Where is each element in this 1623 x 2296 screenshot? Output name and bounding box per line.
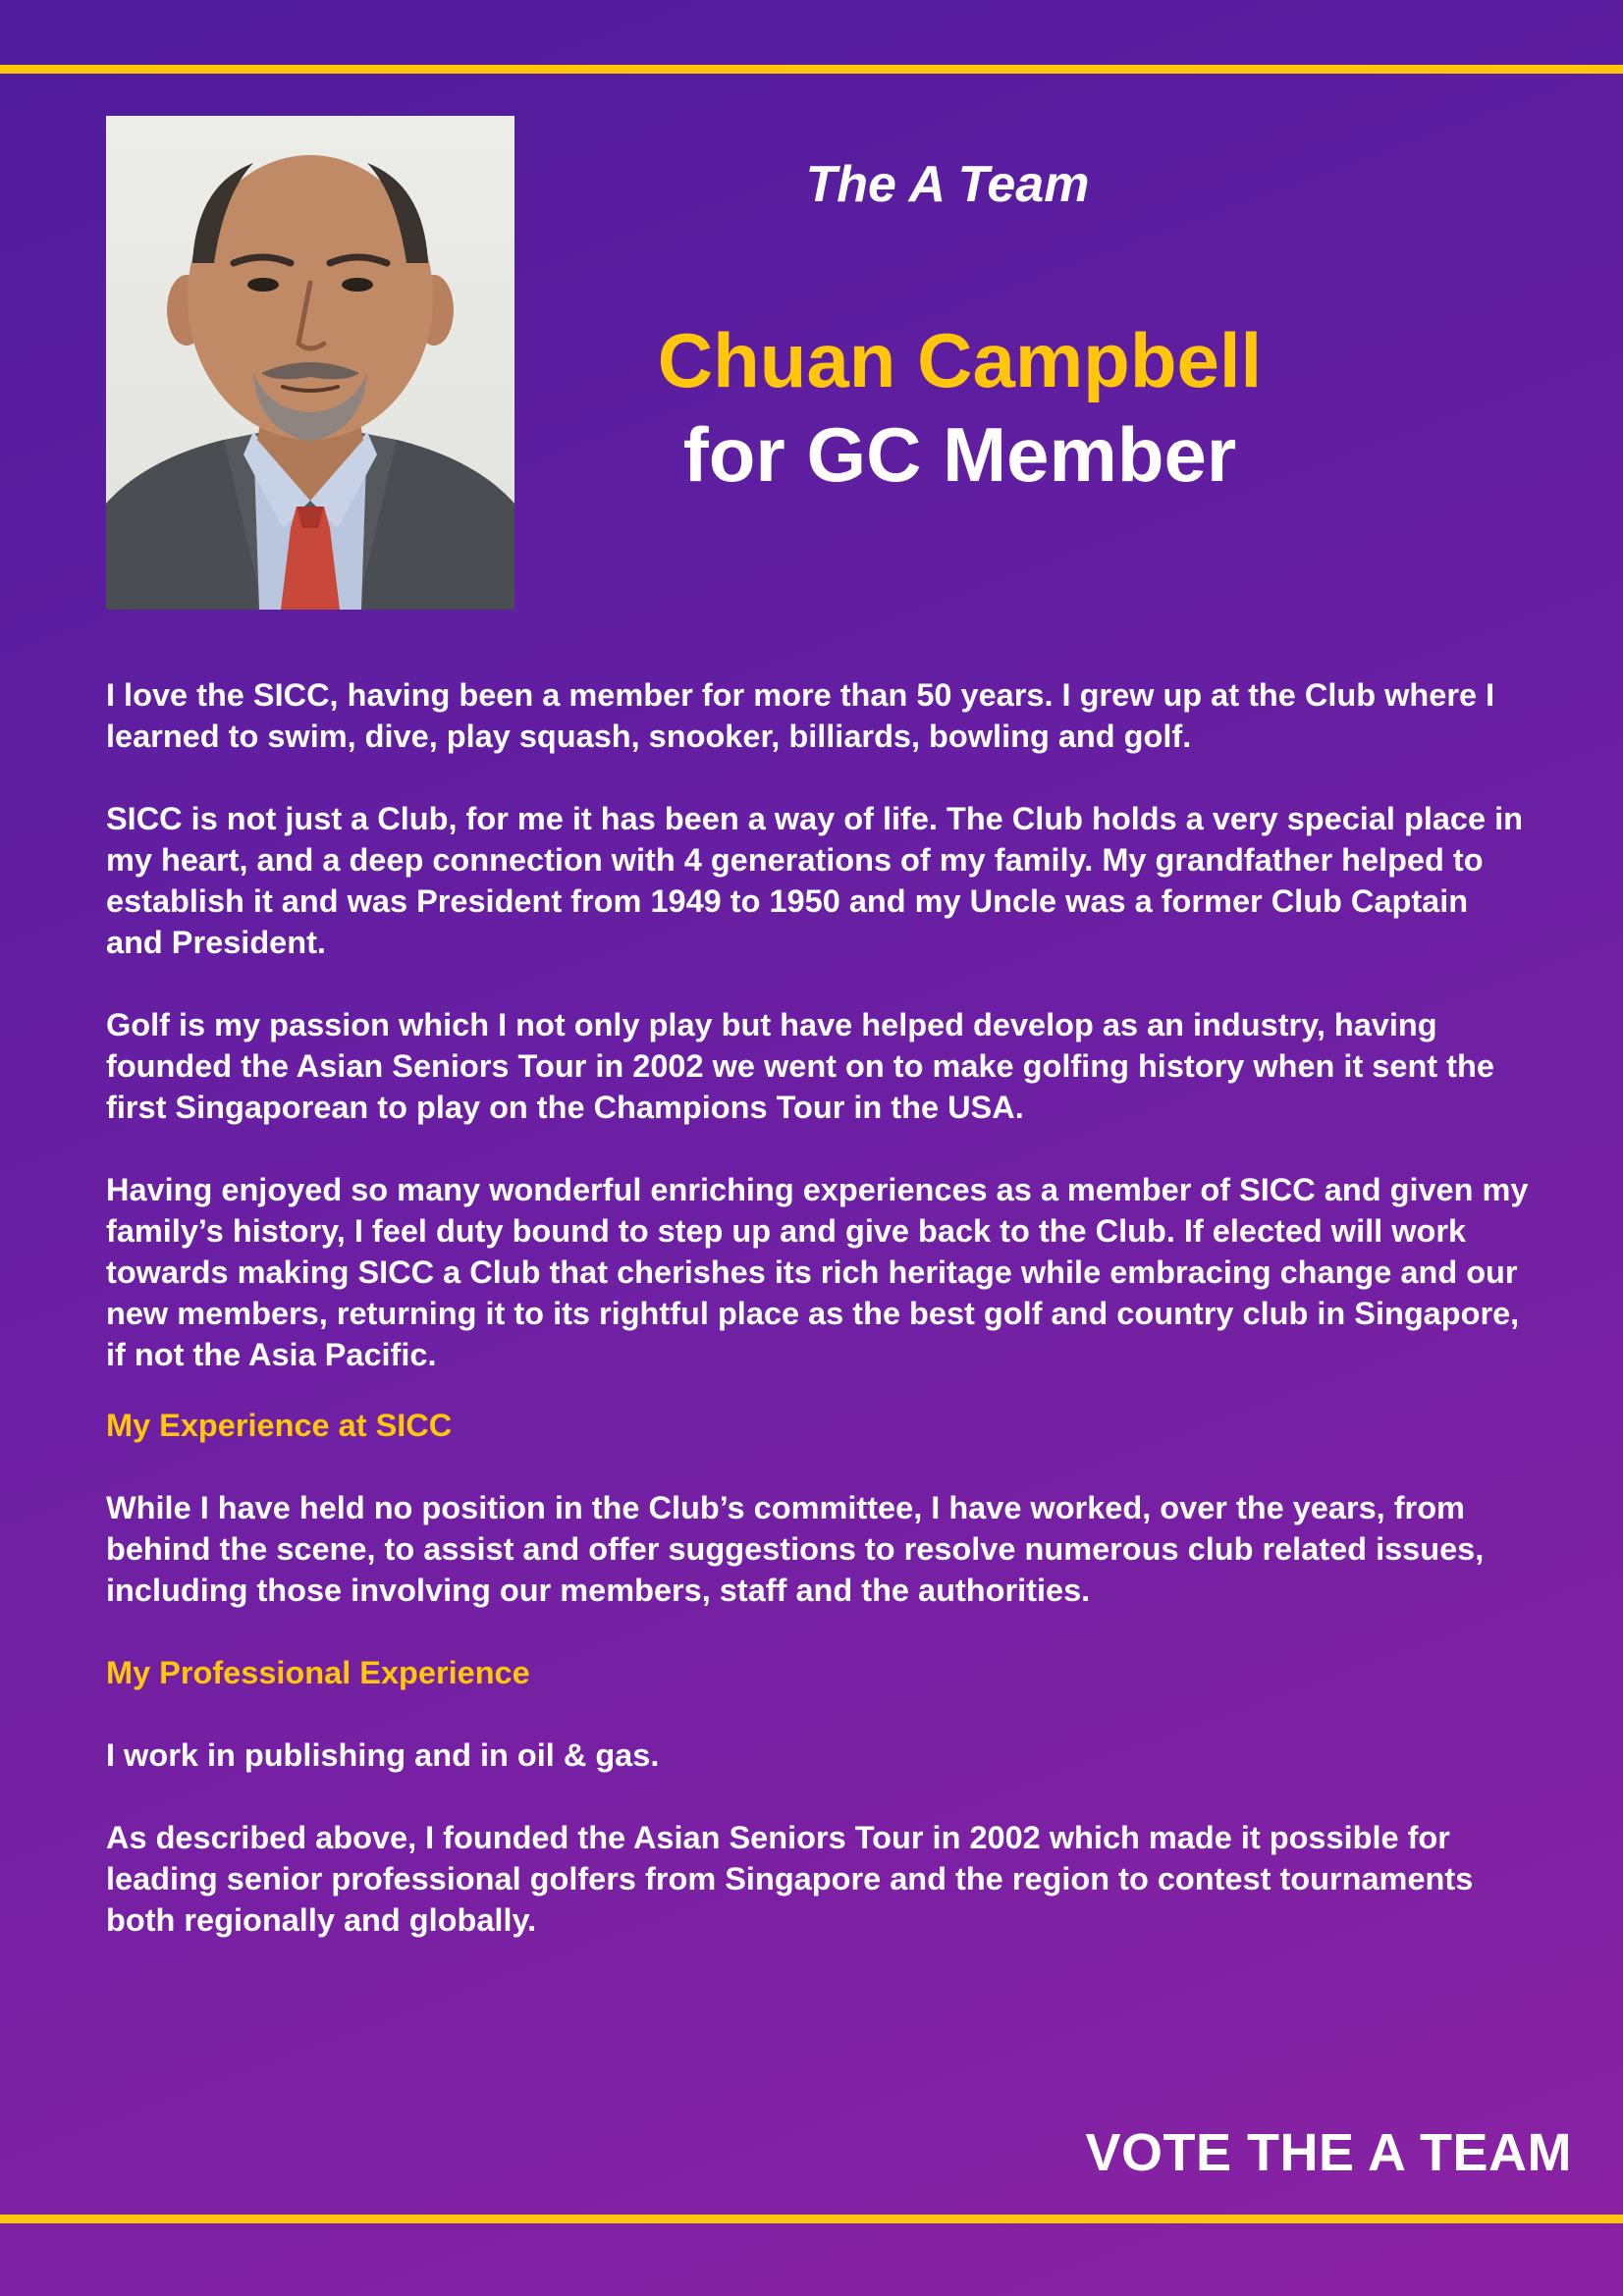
intro-paragraph: Having enjoyed so many wonderful enriching experiences as a member of SICC and given my family’s history, I feel duty bound to step up and give back to the Club. If elected will work towards making SICC a Club that cherishes its rich heritage while embracing change and our new members, returning it to its rightful place as the best golf and country club in Singapore, if not the Asia Pacific. <box>106 1172 1529 1372</box>
vote-call-to-action: VOTE THE A TEAM <box>1085 2123 1572 2182</box>
intro-paragraph: SICC is not just a Club, for me it has been a way of life. The Club holds a very special place in my heart, and a deep connection with 4 generations of my family. My grandfather helped to establish it and was President from 1949 to 1950 and my Uncle was a former Club Captain and President. <box>106 801 1523 960</box>
candidate-photo <box>106 116 514 610</box>
statement-body <box>106 674 1530 1982</box>
professional-experience-paragraph: As described above, I founded the Asian Seniors Tour in 2002 which made it possible for leading senior professional golfers from Singapore and the region to contest tournaments both regionally and globally. <box>106 1820 1474 1938</box>
candidate-position: for GC Member <box>682 411 1237 498</box>
bottom-rule <box>0 2215 1623 2223</box>
team-tagline: The A Team <box>805 156 1090 213</box>
intro-paragraph: I love the SICC, having been a member for more than 50 years. I grew up at the Club where I learned to swim, dive, play squash, snooker, billiards, bowling and golf. <box>106 677 1495 754</box>
professional-experience-paragraph: I work in publishing and in oil & gas. <box>106 1737 660 1773</box>
portrait-illustration <box>106 116 514 610</box>
sicc-experience-body: While I have held no position in the Club’s committee, I have worked, over the years, from behind the scene, to assist and offer suggestions to resolve numerous club related issues, including those involving our members, staff and the authorities. <box>106 1490 1485 1608</box>
professional-experience-heading: My Professional Experience <box>106 1655 530 1690</box>
top-rule <box>0 65 1623 74</box>
intro-paragraph: Golf is my passion which I not only play but have helped develop as an industry, having founded the Asian Seniors Tour in 2002 we went on to make golfing history when it sent the first Singaporean to play on the Champions Tour in the USA. <box>106 1007 1494 1125</box>
sicc-experience-heading: My Experience at SICC <box>106 1408 453 1443</box>
candidate-name: Chuan Campbell <box>657 317 1263 403</box>
